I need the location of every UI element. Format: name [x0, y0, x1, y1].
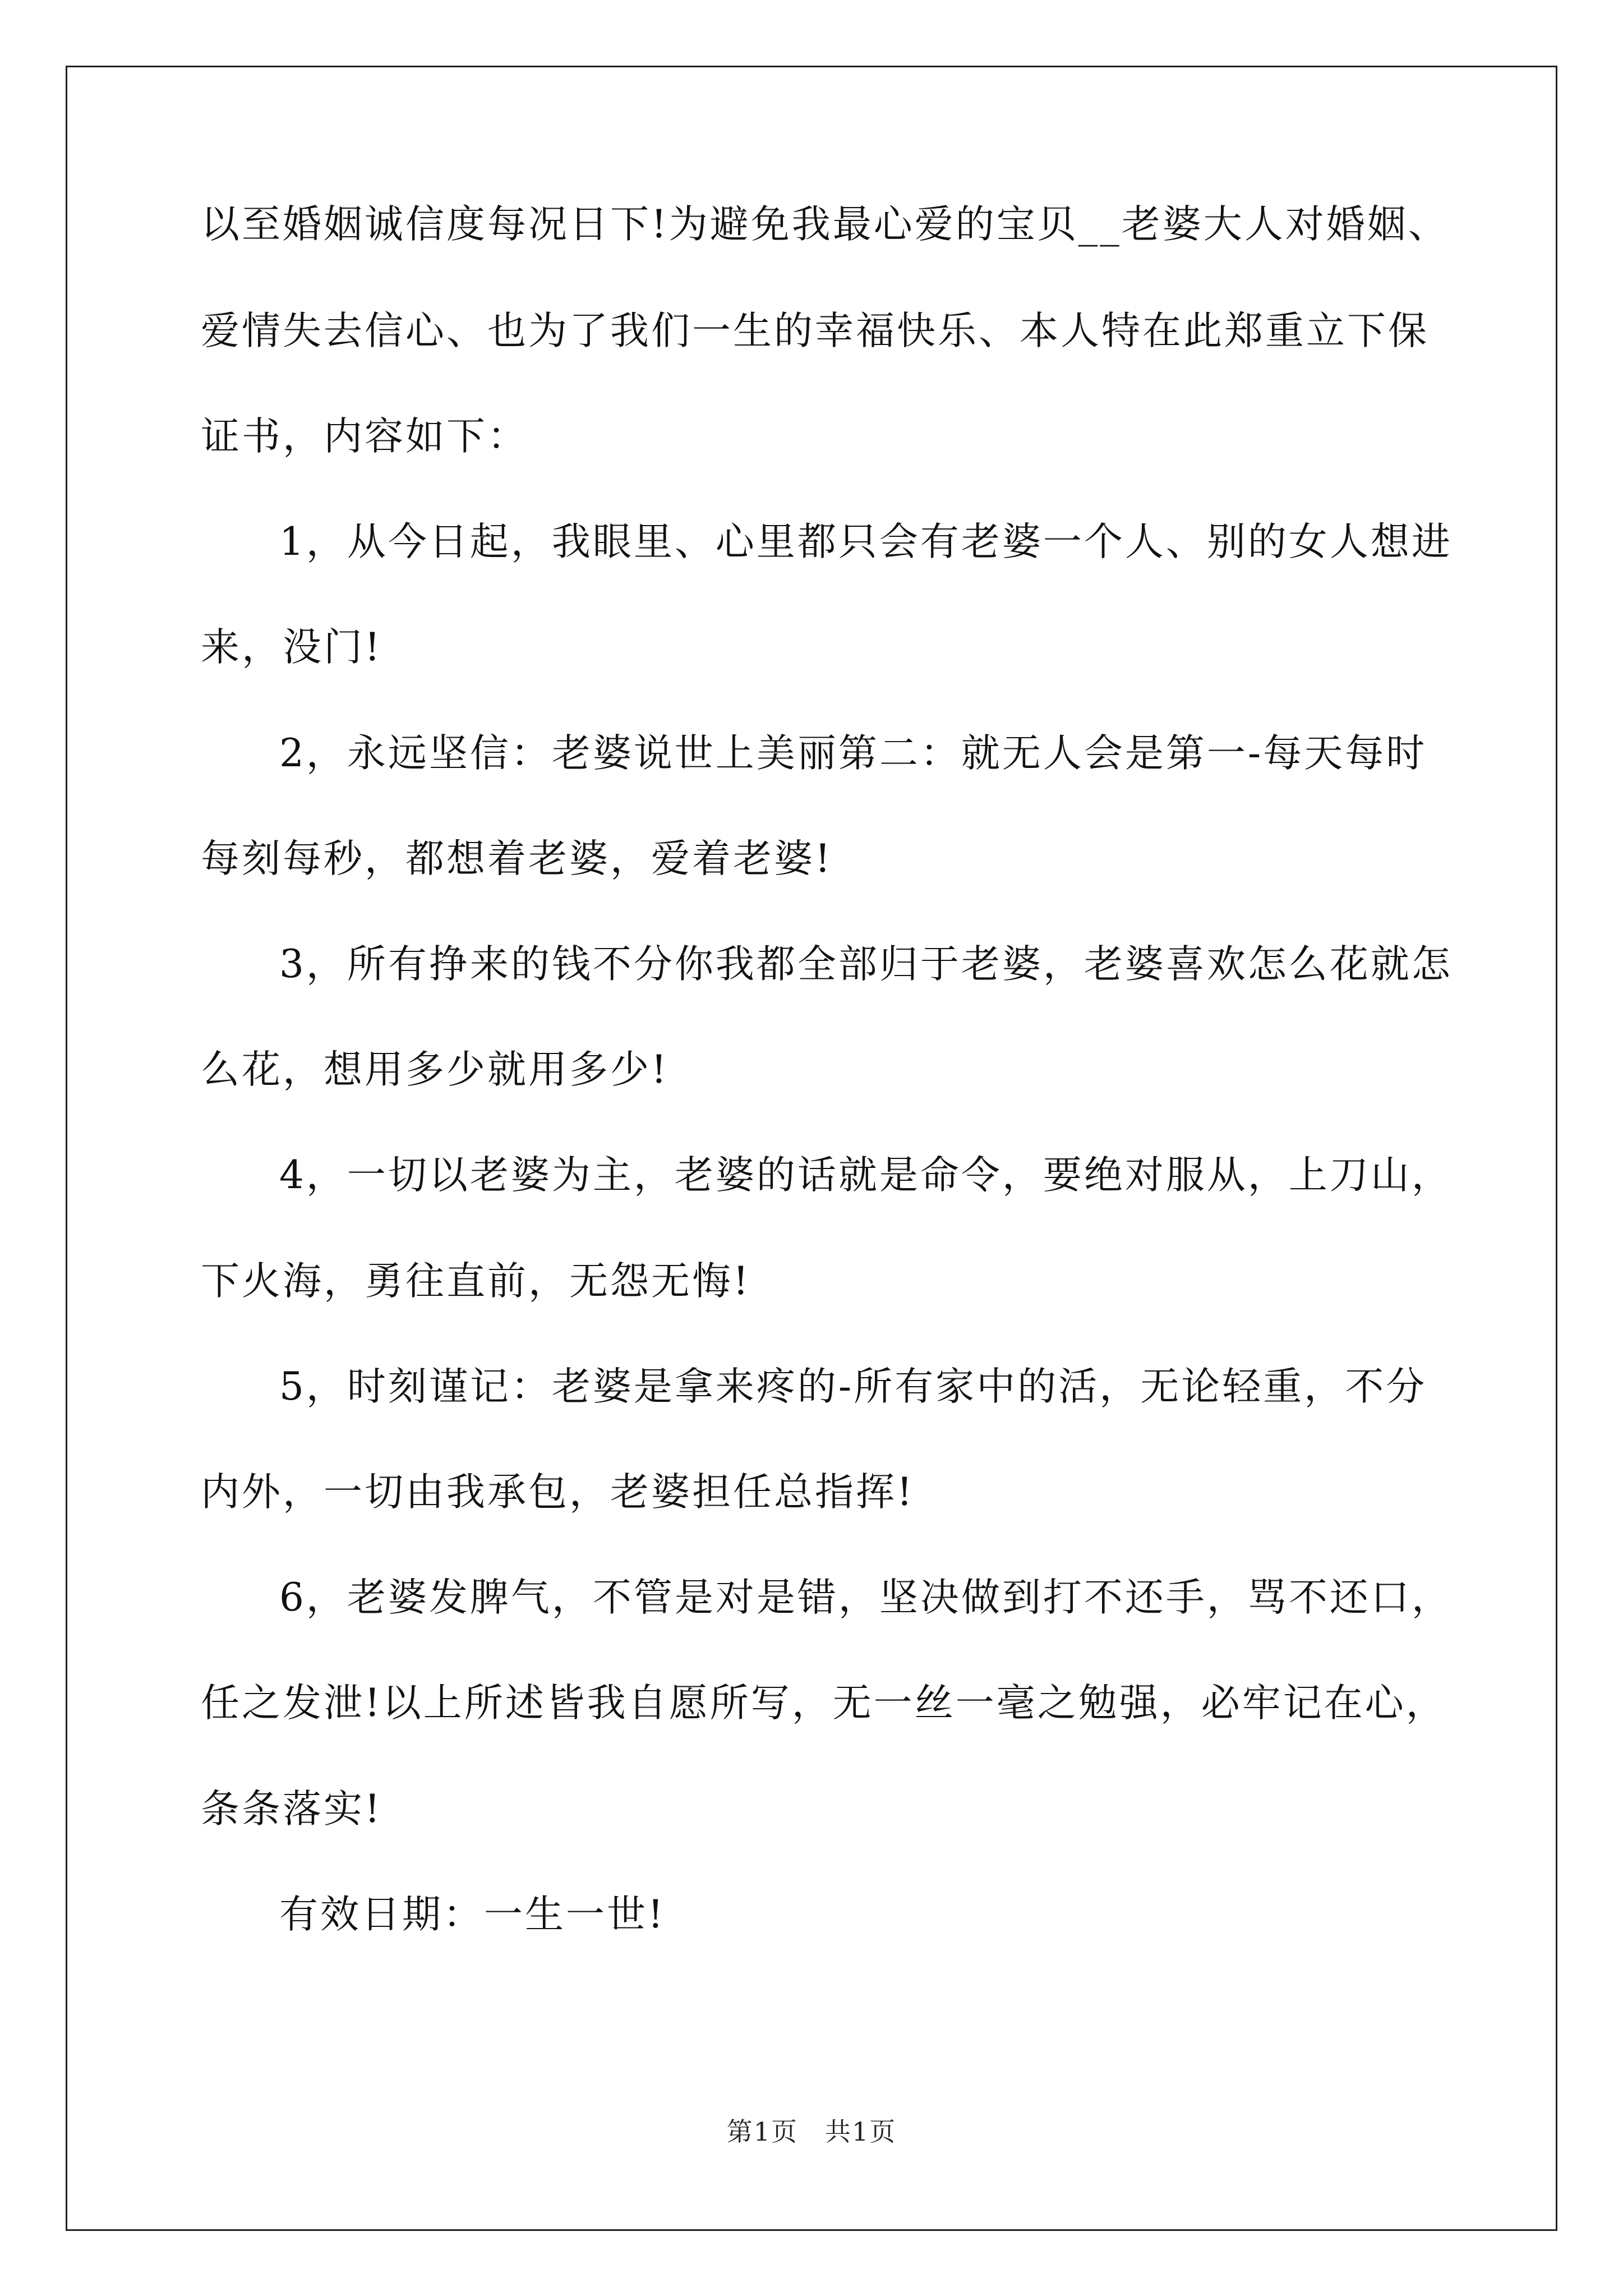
- page-footer: 第1页 共1页: [726, 2116, 897, 2147]
- text-line-9: 么花，想用多少就用多少!: [201, 1047, 669, 1092]
- text-line-15: 任之发泄!以上所述皆我自愿所写，无一丝一毫之勉强，必牢记在心，: [201, 1681, 1447, 1726]
- text-line-1: 以至婚姻诚信度每况日下!为避免我最心爱的宝贝__老婆大人对婚姻、: [201, 202, 1449, 247]
- text-line-5: 来，没门!: [201, 625, 382, 670]
- text-line-7: 每刻每秒，都想着老婆，爱着老婆!: [201, 836, 833, 881]
- text-line-2: 爱情失去信心、也为了我们一生的幸福快乐、本人特在此郑重立下保: [201, 309, 1429, 353]
- text-line-3: 证书，内容如下：: [201, 414, 528, 459]
- text-line-17: 有效日期：一生一世!: [279, 1892, 666, 1937]
- text-line-4: 1，从今日起，我眼里、心里都只会有老婆一个人、别的女人想进: [279, 519, 1453, 564]
- text-line-13: 内外，一切由我承包，老婆担任总指挥!: [201, 1470, 915, 1515]
- text-line-10: 4，一切以老婆为主，老婆的话就是命令，要绝对服从，上刀山，: [279, 1153, 1453, 1198]
- text-line-11: 下火海，勇往直前，无怨无悔!: [201, 1259, 751, 1304]
- text-line-12: 5，时刻谨记：老婆是拿来疼的-所有家中的活，无论轻重，不分: [279, 1364, 1427, 1409]
- text-line-8: 3，所有挣来的钱不分你我都全部归于老婆，老婆喜欢怎么花就怎: [279, 942, 1453, 987]
- text-line-6: 2，永远坚信：老婆说世上美丽第二：就无人会是第一-每天每时: [279, 731, 1427, 776]
- text-line-16: 条条落实!: [201, 1787, 382, 1832]
- text-line-14: 6，老婆发脾气，不管是对是错，坚决做到打不还手，骂不还口，: [279, 1575, 1453, 1620]
